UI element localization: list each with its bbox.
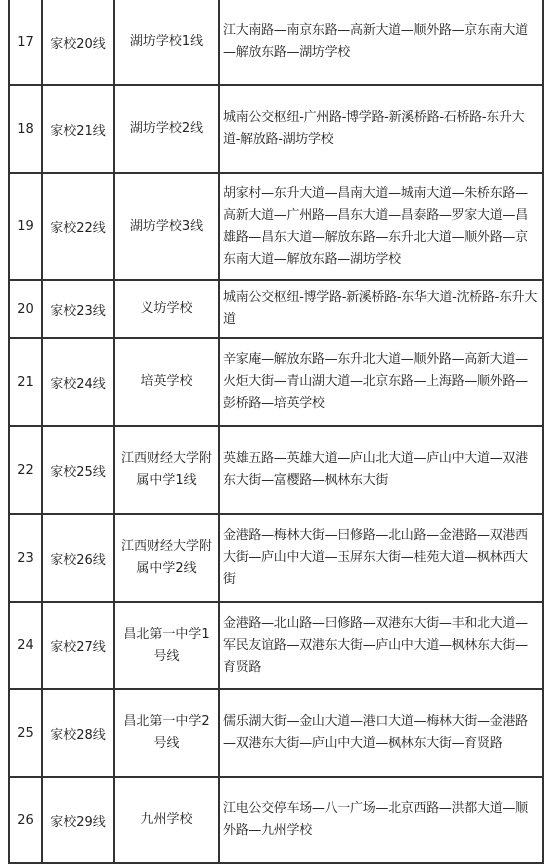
route-stops: 江大南路—南京东路—高新大道—顺外路—京东南大道—解放东路—湖坊学校	[219, 0, 543, 85]
route-stops: 辛家庵—解放东路—东升北大道—顺外路—高新大道—火炬大街—青山湖大道—北京东路—上海路—顺外路—彭桥路—培英学校	[219, 338, 543, 426]
school-name: 培英学校	[114, 338, 219, 426]
school-name: 昌北第一中学1号线	[114, 602, 219, 689]
table-row	[9, 85, 543, 173]
line-name: 家校23线	[42, 280, 114, 338]
school-name: 江西财经大学附属中学2线	[114, 514, 219, 602]
school-name: 湖坊学校1线	[114, 0, 219, 85]
row-number: 19	[9, 173, 42, 280]
line-name: 家校24线	[42, 338, 114, 426]
line-name: 家校29线	[42, 777, 114, 863]
table-row	[9, 338, 543, 426]
school-name: 江西财经大学附属中学1线	[114, 426, 219, 514]
row-number: 22	[9, 426, 42, 514]
table-row	[9, 514, 543, 602]
row-number: 26	[9, 777, 42, 863]
line-name: 家校21线	[42, 85, 114, 173]
table-row	[9, 173, 543, 280]
route-stops: 金港路—北山路—曰修路—双港东大街—丰和北大道—军民友谊路—双港东大街—庐山中大道—枫林东大街—育贤路	[219, 602, 543, 689]
row-number: 17	[9, 0, 42, 85]
route-stops: 城南公交枢纽-博学路-新溪桥路-东华大道-沈桥路-东升大道	[219, 280, 543, 338]
table-row	[9, 0, 543, 85]
row-number: 24	[9, 602, 42, 689]
table-row	[9, 426, 543, 514]
route-stops: 英雄五路—英雄大道—庐山北大道—庐山中大道—双港东大街—富樱路—枫林东大街	[219, 426, 543, 514]
row-number: 25	[9, 689, 42, 777]
row-number: 18	[9, 85, 42, 173]
school-name: 昌北第一中学2号线	[114, 689, 219, 777]
school-name: 湖坊学校3线	[114, 173, 219, 280]
route-stops: 城南公交枢纽-广州路-博学路-新溪桥路-石桥路-东升大道-解放路-湖坊学校	[219, 85, 543, 173]
table-row	[9, 689, 543, 777]
line-name: 家校27线	[42, 602, 114, 689]
line-name: 家校25线	[42, 426, 114, 514]
row-number: 23	[9, 514, 42, 602]
school-bus-route-table	[8, 0, 544, 864]
line-name: 家校20线	[42, 0, 114, 85]
table-row	[9, 280, 543, 338]
route-stops: 胡家村—东升大道—昌南大道—城南大道—朱桥东路—高新大道—广州路—昌东大道—昌泰路—罗家大道—昌雄路—昌东大道—解放东路—东升北大道—顺外路—京东南大道—解放东路—湖坊学校	[219, 173, 543, 280]
school-name: 湖坊学校2线	[114, 85, 219, 173]
table-row	[9, 602, 543, 689]
row-number: 21	[9, 338, 42, 426]
route-stops: 江电公交停车场—八一广场—北京西路—洪都大道—顺外路—九州学校	[219, 777, 543, 863]
school-name: 义坊学校	[114, 280, 219, 338]
school-name: 九州学校	[114, 777, 219, 863]
table-row	[9, 777, 543, 863]
line-name: 家校22线	[42, 173, 114, 280]
row-number: 20	[9, 280, 42, 338]
line-name: 家校28线	[42, 689, 114, 777]
line-name: 家校26线	[42, 514, 114, 602]
route-stops: 金港路—梅林大街—曰修路—北山路—金港路—双港西大街—庐山中大道—玉屏东大街—桂苑大道—枫林西大街	[219, 514, 543, 602]
route-stops: 儒乐湖大街—金山大道—港口大道—梅林大街—金港路—双港东大街—庐山中大道—枫林东大街—育贤路	[219, 689, 543, 777]
